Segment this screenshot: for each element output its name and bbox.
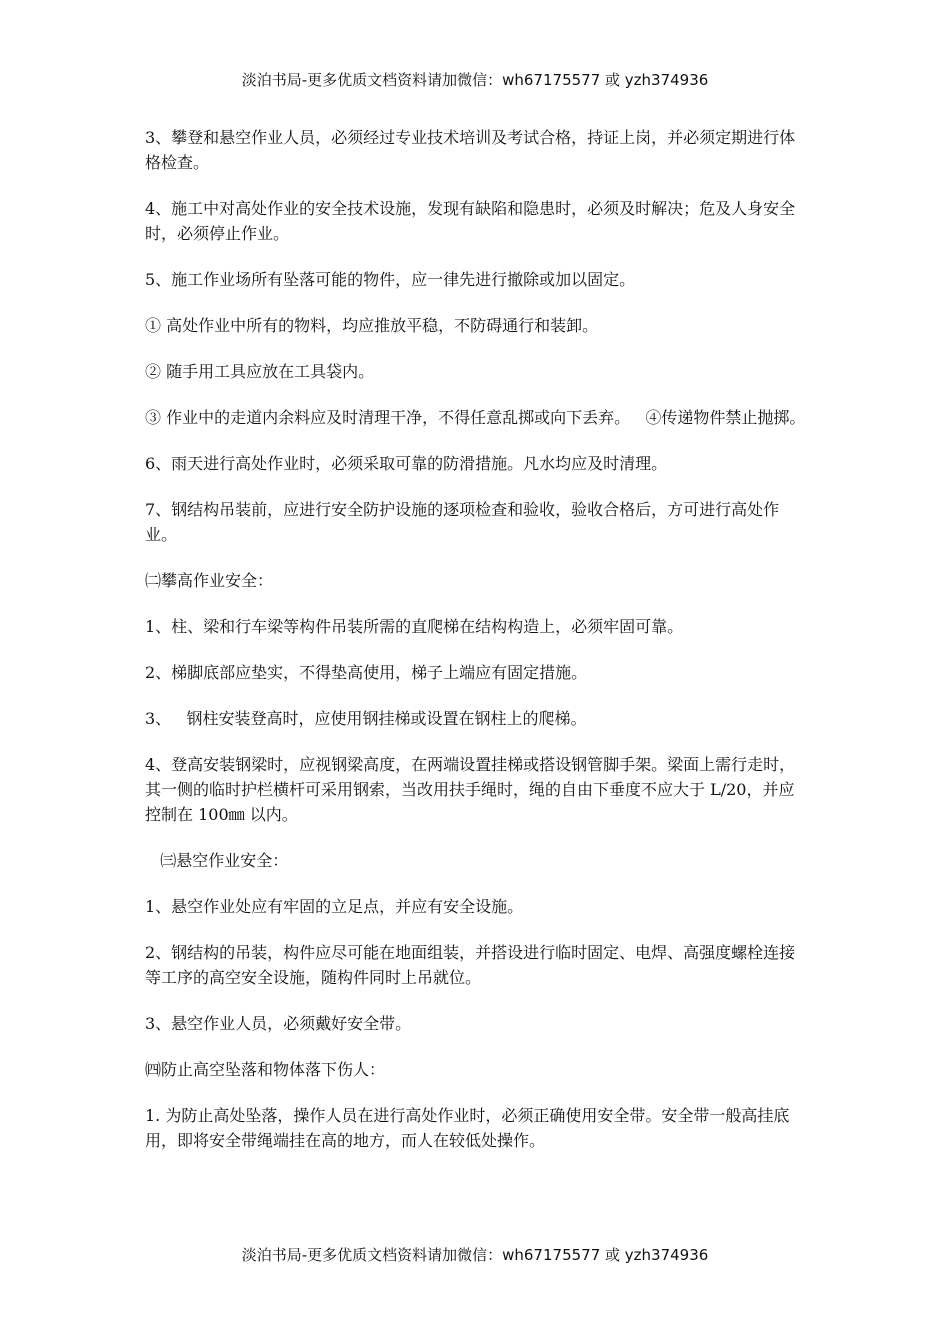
page-header-watermark: 淡泊书局-更多优质文档资料请加微信：wh67175577 或 yzh374936 [241, 71, 709, 89]
paragraph-rainy-day-work: 6、雨天进行高处作业时，必须采取可靠的防滑措施。凡水均应及时清理。 [145, 454, 668, 473]
paragraph-item-walkway-cleanup: ③ 作业中的走道内余料应及时清理干净，不得任意乱掷或向下丢弃。 ④传递物件禁止抛掷。 [145, 408, 806, 427]
paragraph-falling-objects-removal: 5、施工作业场所有坠落可能的物件，应一律先进行撤除或加以固定。 [145, 270, 636, 289]
paragraph-high-hang-low-use: 1. 为防止高处坠落，操作人员在进行高处作业时，必须正确使用安全带。安全带一般高挂底用，即将安全带绳端挂在高的地方，而人在较低处操作。 [145, 1106, 790, 1150]
paragraph-vertical-ladder: 1、柱、梁和行车梁等构件吊装所需的直爬梯在结构构造上，必须牢固可靠。 [145, 617, 684, 636]
paragraph-climbing-personnel-training: 3、攀登和悬空作业人员，必须经过专业技术培训及考试合格，持证上岗，并必须定期进行体格检查。 [145, 128, 796, 172]
paragraph-steel-lifting-inspection: 7、钢结构吊装前，应进行安全防护设施的逐项检查和验收，验收合格后，方可进行高处作业。 [145, 500, 780, 544]
paragraph-foothold-requirement: 1、悬空作业处应有牢固的立足点，并应有安全设施。 [145, 897, 524, 916]
section-heading-climbing-safety: ㈡攀高作业安全： [145, 571, 274, 590]
paragraph-safety-facility-defects: 4、施工中对高处作业的安全技术设施，发现有缺陷和隐患时，必须及时解决；危及人身安全时，必须停止作业。 [145, 199, 796, 243]
page-footer-watermark: 淡泊书局-更多优质文档资料请加微信：wh67175577 或 yzh374936 [241, 1246, 709, 1264]
paragraph-steel-beam-installation: 4、登高安装钢梁时，应视钢梁高度，在两端设置挂梯或搭设钢管脚手架。梁面上需行走时，其一侧的临时护栏横杆可采用钢索，当改用扶手绳时，绳的自由下垂度不应大于 L/20，并应控制在 100㎜ 以内。 [145, 755, 796, 824]
paragraph-item-tool-bag: ② 随手用工具应放在工具袋内。 [145, 362, 375, 381]
paragraph-item-materials-stacking: ① 高处作业中所有的物料，均应推放平稳，不防碍通行和装卸。 [145, 316, 599, 335]
paragraph-safety-belt: 3、悬空作业人员，必须戴好安全带。 [145, 1014, 412, 1033]
paragraph-steel-column-ladder: 3、 钢柱安装登高时，应使用钢挂梯或设置在钢柱上的爬梯。 [145, 709, 587, 728]
section-heading-fall-prevention: ㈣防止高空坠落和物体落下伤人： [145, 1060, 386, 1079]
document-body [145, 125, 807, 1174]
section-heading-suspended-work-safety: ㈢悬空作业安全： [145, 851, 289, 870]
paragraph-ground-assembly: 2、钢结构的吊装，构件应尽可能在地面组装，并搭设进行临时固定、电焊、高强度螺栓连接等工序的高空安全设施，随构件同时上吊就位。 [145, 943, 796, 987]
paragraph-ladder-footing: 2、梯脚底部应垫实，不得垫高使用，梯子上端应有固定措施。 [145, 663, 588, 682]
